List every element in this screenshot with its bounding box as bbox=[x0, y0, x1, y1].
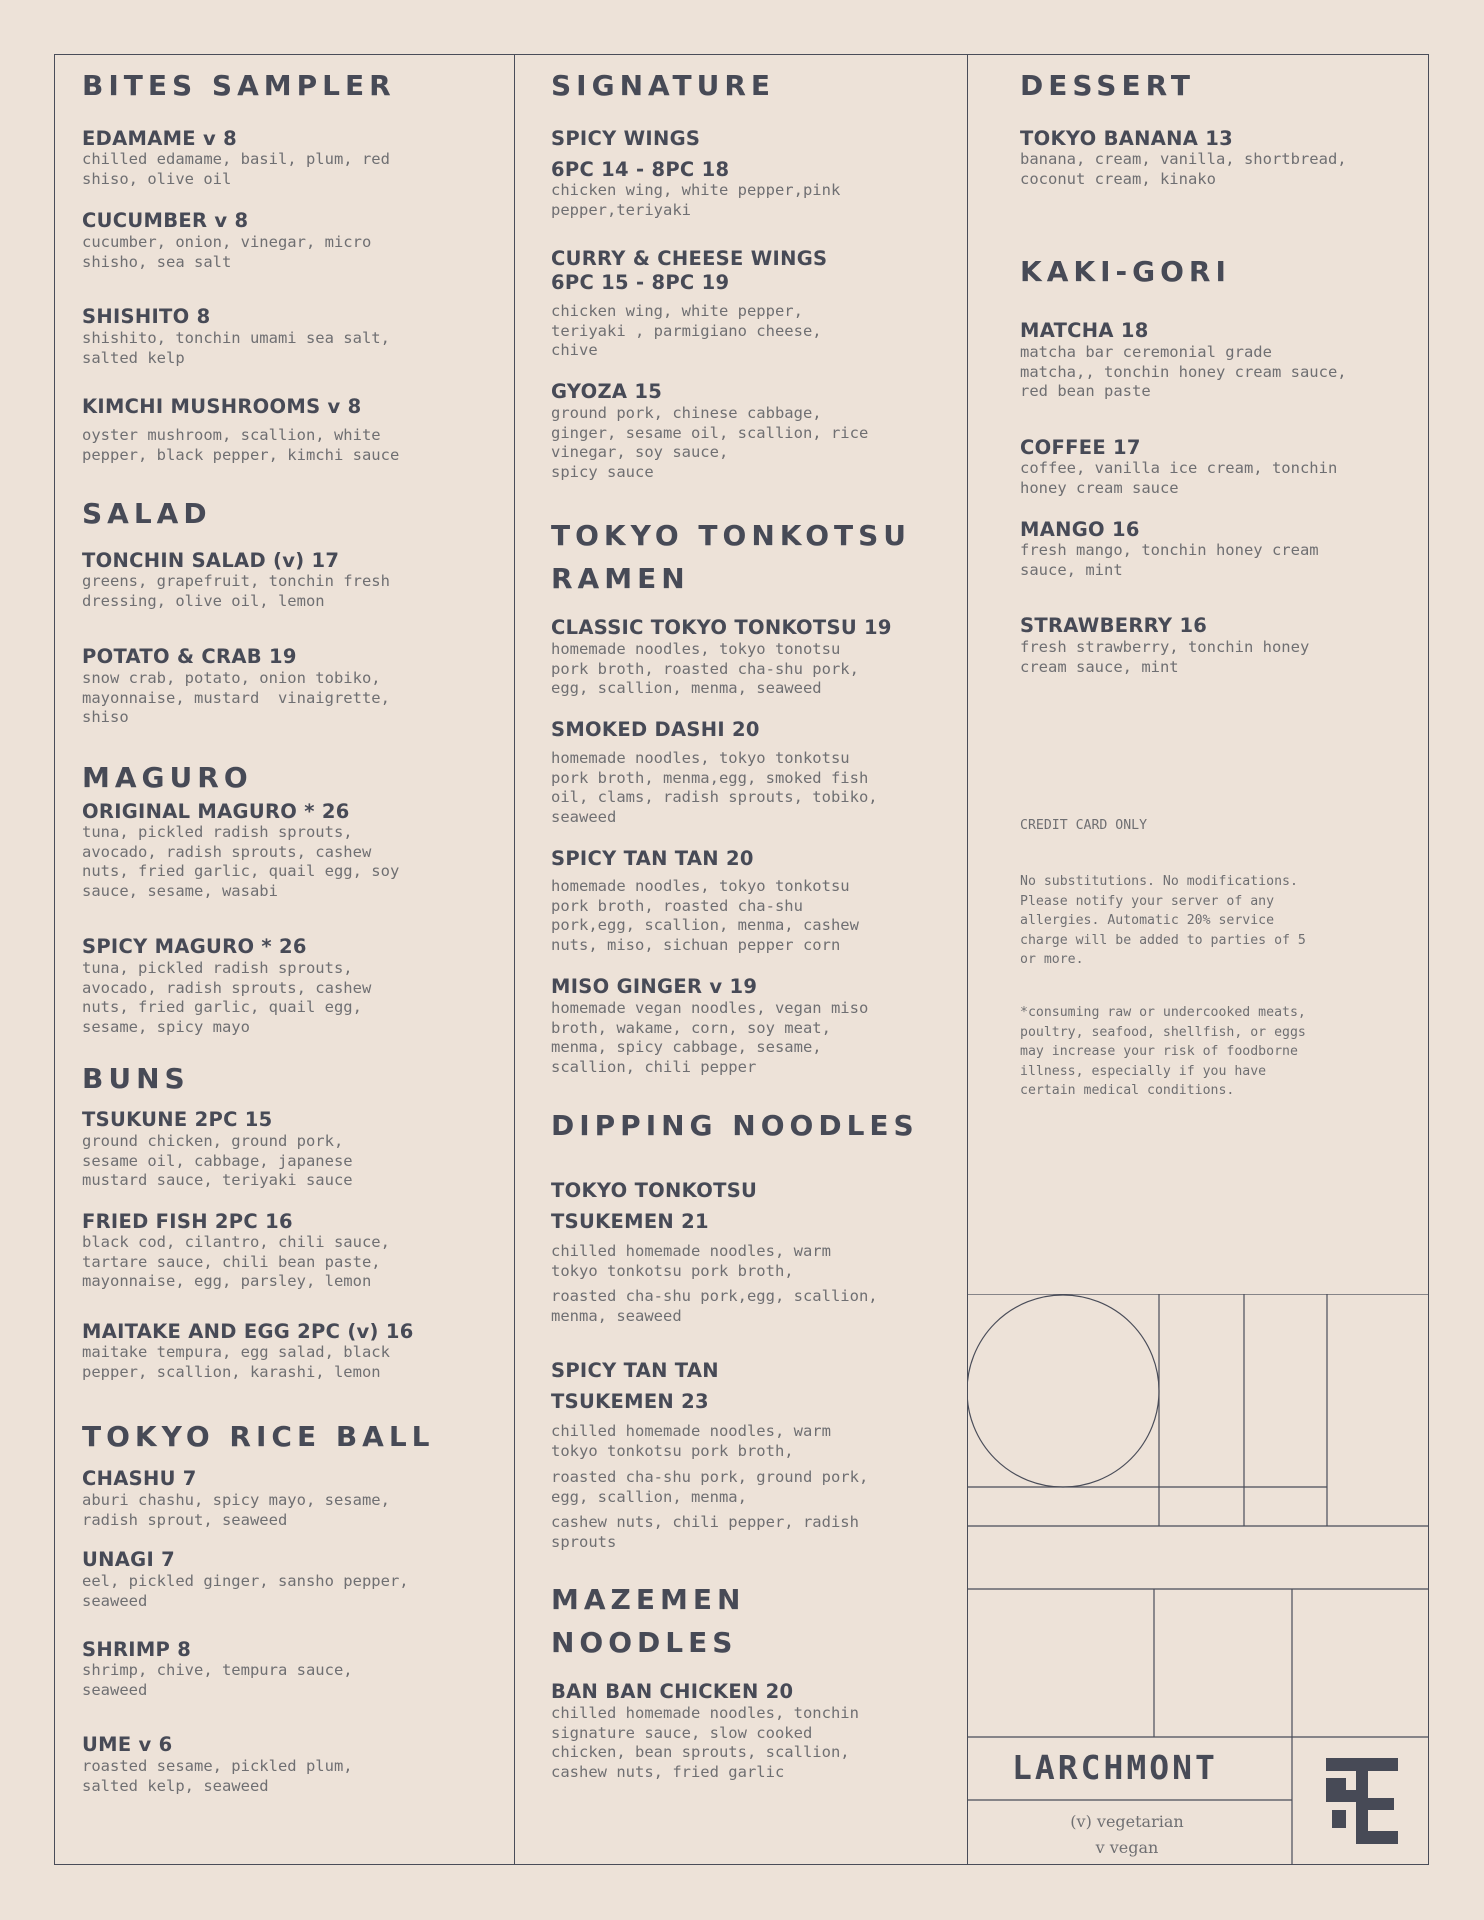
section-heading-bites: BITES SAMPLER bbox=[82, 69, 396, 102]
item-desc: ground pork, chinese cabbage, ginger, sesame oil, scallion, rice vinegar, soy sauce, spicy sauce bbox=[551, 404, 869, 481]
item-title: TSUKEMEN 21 bbox=[551, 1210, 709, 1233]
item-desc: snow crab, potato, onion tobiko, mayonnaise, mustard vinaigrette, shiso bbox=[82, 669, 390, 727]
section-heading-riceball: TOKYO RICE BALL bbox=[82, 1420, 435, 1453]
item-title: SHRIMP 8 bbox=[82, 1638, 192, 1661]
item-desc: chicken wing, white pepper, teriyaki , parmigiano cheese, chive bbox=[551, 302, 822, 360]
item-title: UNAGI 7 bbox=[82, 1548, 175, 1571]
item-desc: homemade noodles, tokyo tonotsu pork broth, roasted cha-shu pork, egg, scallion, menma, seaweed bbox=[551, 640, 859, 698]
item-desc: shrimp, chive, tempura sauce, seaweed bbox=[82, 1661, 353, 1699]
item-title: CHASHU 7 bbox=[82, 1467, 197, 1490]
item-title: TONCHIN SALAD (v) 17 bbox=[82, 549, 340, 572]
item-price: 6PC 14 - 8PC 18 bbox=[551, 158, 730, 181]
larchmont-logo-text: LARCHMONT bbox=[1012, 1748, 1218, 1787]
item-title: TOKYO TONKOTSU bbox=[551, 1179, 758, 1202]
item-desc: homemade vegan noodles, vegan miso broth, wakame, corn, soy meat, menma, spicy cabbage, sesame, scallion, chili pepper bbox=[551, 999, 869, 1076]
item-title: TSUKUNE 2PC 15 bbox=[82, 1108, 273, 1131]
item-desc: fresh strawberry, tonchin honey cream sauce, mint bbox=[1020, 638, 1310, 676]
item-title: POTATO & CRAB 19 bbox=[82, 645, 297, 668]
item-desc: oyster mushroom, scallion, white pepper, black pepper, kimchi sauce bbox=[82, 426, 400, 464]
item-desc: tuna, pickled radish sprouts, avocado, radish sprouts, cashew nuts, fried garlic, quail egg, sesame, spicy mayo bbox=[82, 959, 372, 1036]
item-title: FRIED FISH 2PC 16 bbox=[82, 1210, 293, 1233]
item-desc: shishito, tonchin umami sea salt, salted kelp bbox=[82, 329, 390, 367]
item-title: UME v 6 bbox=[82, 1733, 173, 1756]
item-desc: roasted cha-shu pork, ground pork, egg, scallion, menma, bbox=[551, 1468, 869, 1506]
item-title: ORIGINAL MAGURO * 26 bbox=[82, 800, 350, 823]
credit-card-note: CREDIT CARD ONLY bbox=[1020, 818, 1148, 833]
item-title: SPICY MAGURO * 26 bbox=[82, 935, 307, 958]
item-desc: aburi chashu, spicy mayo, sesame, radish sprout, seaweed bbox=[82, 1491, 390, 1529]
tonchin-logo-icon bbox=[1326, 1758, 1398, 1844]
item-title: KIMCHI MUSHROOMS v 8 bbox=[82, 395, 362, 418]
item-title: TSUKEMEN 23 bbox=[551, 1390, 709, 1413]
column-divider bbox=[514, 54, 515, 1865]
item-title: BAN BAN CHICKEN 20 bbox=[551, 1680, 794, 1703]
item-title: COFFEE 17 bbox=[1020, 436, 1141, 459]
item-title: SMOKED DASHI 20 bbox=[551, 718, 760, 741]
raw-food-note: *consuming raw or undercooked meats, poultry, seafood, shellfish, or eggs may increase your risk of foodborne illness, especially if you have certain medical conditions. bbox=[1020, 1005, 1306, 1099]
item-desc: chilled edamame, basil, plum, red shiso, olive oil bbox=[82, 150, 390, 188]
section-heading-dessert: DESSERT bbox=[1020, 69, 1195, 102]
item-desc: banana, cream, vanilla, shortbread, coconut cream, kinako bbox=[1020, 150, 1347, 188]
item-desc: chilled homemade noodles, tonchin signature sauce, slow cooked chicken, bean sprouts, scallion, cashew nuts, fried garlic bbox=[551, 1704, 859, 1781]
item-desc: chilled homemade noodles, warm tokyo tonkotsu pork broth, bbox=[551, 1242, 831, 1280]
item-title: CUCUMBER v 8 bbox=[82, 209, 249, 232]
item-desc: fresh mango, tonchin honey cream sauce, mint bbox=[1020, 541, 1319, 579]
section-heading-buns: BUNS bbox=[82, 1062, 190, 1095]
item-title: GYOZA 15 bbox=[551, 380, 663, 403]
item-title: STRAWBERRY 16 bbox=[1020, 614, 1208, 637]
item-title: MATCHA 18 bbox=[1020, 319, 1149, 342]
item-desc: homemade noodles, tokyo tonkotsu pork broth, menma,egg, smoked fish oil, clams, radish sprouts, tobiko, seaweed bbox=[551, 749, 878, 826]
item-title: SHISHITO 8 bbox=[82, 305, 211, 328]
legend-vegetarian: (v) vegetarian bbox=[1070, 1812, 1184, 1831]
item-desc: matcha bar ceremonial grade matcha,, tonchin honey cream sauce, red bean paste bbox=[1020, 343, 1347, 401]
item-title: SPICY WINGS bbox=[551, 127, 701, 150]
item-desc: coffee, vanilla ice cream, tonchin honey cream sauce bbox=[1020, 459, 1338, 497]
item-title: MANGO 16 bbox=[1020, 518, 1140, 541]
item-desc: chilled homemade noodles, warm tokyo tonkotsu pork broth, bbox=[551, 1422, 831, 1460]
item-desc: cucumber, onion, vinegar, micro shisho, sea salt bbox=[82, 233, 372, 271]
section-heading-mazemen: MAZEMEN NOODLES bbox=[551, 1583, 746, 1659]
section-heading-signature: SIGNATURE bbox=[551, 69, 776, 102]
item-desc: greens, grapefruit, tonchin fresh dressing, olive oil, lemon bbox=[82, 572, 390, 610]
item-title: SPICY TAN TAN 20 bbox=[551, 847, 754, 870]
item-desc: homemade noodles, tokyo tonkotsu pork broth, roasted cha-shu pork,egg, scallion, menma, cashew nuts, miso, sichuan pepper corn bbox=[551, 877, 859, 954]
section-heading-salad: SALAD bbox=[82, 497, 212, 530]
item-title: SPICY TAN TAN bbox=[551, 1359, 719, 1382]
legend-vegan: v vegan bbox=[1095, 1838, 1159, 1857]
item-price: 6PC 15 - 8PC 19 bbox=[551, 271, 730, 294]
policy-note: No substitutions. No modifications. Please notify your server of any allergies. Automatic 20% service charge will be added to parties of 5 or more. bbox=[1020, 874, 1306, 968]
item-desc: eel, pickled ginger, sansho pepper, seaweed bbox=[82, 1572, 409, 1610]
item-title: MAITAKE AND EGG 2PC (v) 16 bbox=[82, 1320, 414, 1343]
item-desc: roasted cha-shu pork,egg, scallion, menma, seaweed bbox=[551, 1287, 878, 1325]
item-title: CURRY & CHEESE WINGS bbox=[551, 247, 828, 270]
item-title: CLASSIC TOKYO TONKOTSU 19 bbox=[551, 616, 892, 639]
item-desc: maitake tempura, egg salad, black pepper, scallion, karashi, lemon bbox=[82, 1343, 390, 1381]
item-desc: black cod, cilantro, chili sauce, tartare sauce, chili bean paste, mayonnaise, egg, parsley, lemon bbox=[82, 1233, 390, 1291]
item-title: EDAMAME v 8 bbox=[82, 127, 237, 150]
item-title: MISO GINGER v 19 bbox=[551, 975, 758, 998]
item-title: TOKYO BANANA 13 bbox=[1020, 127, 1233, 150]
section-heading-dipping: DIPPING NOODLES bbox=[551, 1109, 919, 1142]
section-heading-kakigori: KAKI-GORI bbox=[1020, 255, 1231, 288]
item-desc: tuna, pickled radish sprouts, avocado, radish sprouts, cashew nuts, fried garlic, quail egg, soy sauce, sesame, wasabi bbox=[82, 823, 400, 900]
section-heading-ramen: TOKYO TONKOTSU RAMEN bbox=[551, 519, 912, 595]
item-desc: ground chicken, ground pork, sesame oil, cabbage, japanese mustard sauce, teriyaki sauce bbox=[82, 1132, 353, 1190]
item-desc: roasted sesame, pickled plum, salted kelp, seaweed bbox=[82, 1757, 353, 1795]
item-desc: cashew nuts, chili pepper, radish sprouts bbox=[551, 1513, 859, 1551]
section-heading-maguro: MAGURO bbox=[82, 761, 253, 794]
item-desc: chicken wing, white pepper,pink pepper,teriyaki bbox=[551, 181, 841, 219]
